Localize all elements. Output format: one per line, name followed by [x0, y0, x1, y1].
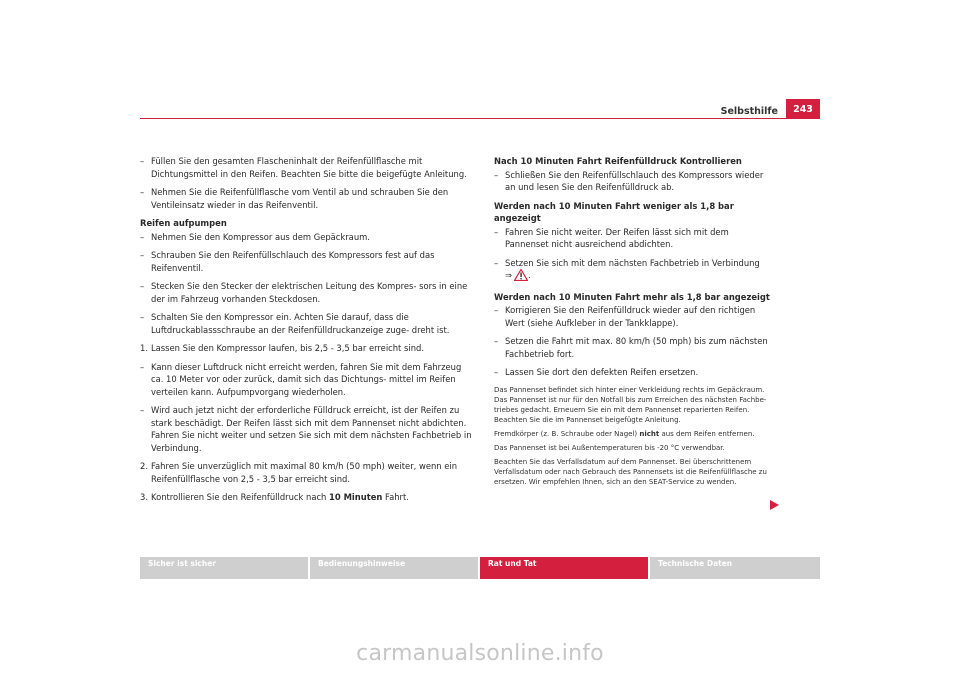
list-marker: – — [494, 226, 499, 237]
list-item-text: Fahren Sie nicht weiter. Der Reifen lässt sich mit dem Pannenset nicht ausreichend abdichten. — [505, 226, 729, 249]
list-marker: – — [494, 257, 499, 268]
list-item — [494, 366, 774, 379]
list-marker: – — [140, 250, 145, 260]
list-item — [494, 257, 774, 285]
list-marker: – — [140, 281, 145, 291]
header-rule — [140, 118, 820, 119]
tab-rat-und-tat[interactable]: Rat und Tat — [480, 557, 648, 579]
section-heading-mehr-als: Werden nach 10 Minuten Fahrt mehr als 1,8 bar angezeigt — [494, 291, 770, 302]
section-heading-reifen-aufpumpen: Reifen aufpumpen — [140, 218, 227, 228]
list-marker: – — [494, 367, 499, 377]
list-marker: 2. — [140, 461, 148, 471]
list-item-text: Kontrollieren Sie den Reifenfülldruck nach — [151, 492, 330, 502]
note-text: Das Pannenset ist bei Außentemperaturen bis -20 °C verwendbar. — [494, 443, 725, 452]
tab-sicher-ist-sicher[interactable]: Sicher ist sicher — [140, 557, 308, 579]
footer-nav — [140, 557, 820, 579]
page-section-title: Selbsthilfe — [720, 106, 778, 117]
section-heading-kontrolle: Nach 10 Minuten Fahrt Reifenfülldruck Kontrollieren — [494, 156, 742, 166]
list-item — [140, 155, 472, 180]
list-marker: – — [494, 305, 499, 315]
list-item — [140, 280, 472, 305]
list-item-text: Schließen Sie den Reifenfüllschlauch des Kompressors wieder an und lesen Sie den Reifenfülldruck ab. — [505, 169, 764, 192]
right-column — [494, 155, 774, 491]
note-text: Das Pannenset befindet sich hinter einer Verkleidung rechts im Gepäckraum. Das Pannenset ist nur für den Notfall bis zum Erreichen des nächsten Fachbe- triebes gedacht. Erneuern Sie ein mit dem Pannenset reparierten Reifen. Beachten Sie die im Pannenset beigefügte Anleitung. — [494, 385, 767, 424]
list-item-text: Lassen Sie dort den defekten Reifen ersetzen. — [505, 367, 699, 377]
list-item-text: Lassen Sie den Kompressor laufen, bis 2,5 - 3,5 bar erreicht sind. — [151, 343, 424, 353]
list-item-text: Schrauben Sie den Reifenfüllschlauch des Kompressors fest auf das Reifenventil. — [151, 250, 435, 273]
list-item — [140, 249, 472, 274]
section-heading-weniger-als: Werden nach 10 Minuten Fahrt weniger als 1,8 bar angezeigt — [494, 200, 734, 223]
list-item-text: Fahren Sie unverzüglich mit maximal 80 km/h (50 mph) weiter, wenn ein Reifenfüllflasche von 2,5 - 3,5 bar erreicht sind. — [151, 461, 458, 484]
list-item-text: Wird auch jetzt nicht der erforderliche Fülldruck erreicht, ist der Reifen zu stark beschädigt. Der Reifen lässt sich mit dem Pannenset nicht abdichten. Fahren Sie nicht weiter und setzen Sie sich mit dem nächsten Fachbetrieb in Verbindung. — [151, 405, 472, 453]
emphasis-text: nicht — [639, 429, 660, 438]
note-text-start: Fremdkörper (z. B. Schraube oder Nagel) — [494, 429, 640, 438]
emphasis-text: 10 Minuten — [329, 492, 383, 502]
list-marker: – — [140, 405, 145, 415]
tab-technische-daten[interactable]: Technische Daten — [650, 557, 820, 579]
list-item-text: Setzen die Fahrt mit max. 80 km/h (50 mph) bis zum nächsten Fachbetrieb fort. — [505, 336, 768, 359]
list-item — [494, 226, 774, 251]
note-text — [494, 429, 774, 439]
list-marker: – — [140, 231, 145, 242]
tab-bedienungshinweise[interactable]: Bedienungshinweise — [310, 557, 478, 579]
continue-arrow-icon — [770, 495, 779, 514]
numbered-step-1 — [140, 342, 472, 355]
numbered-step-3 — [140, 491, 472, 504]
warning-triangle-icon — [514, 269, 528, 285]
list-item — [494, 335, 774, 360]
note-text: Beachten Sie das Verfallsdatum auf dem Pannenset. Bei überschrittenem Verfallsdatum oder nach Gebrauch des Pannensets ist die Reifenfüllflasche zu ersetzen. Wir empfehlen Ihnen, sich an den SEAT-Service zu wenden. — [494, 457, 767, 486]
list-item — [140, 404, 472, 454]
list-item — [140, 311, 472, 336]
list-marker: 3. — [140, 492, 148, 502]
list-item — [140, 231, 472, 244]
list-item — [140, 361, 472, 399]
list-item — [140, 186, 472, 211]
cross-reference-arrow: ⇒ — [505, 270, 513, 280]
list-item-text: Korrigieren Sie den Reifenfülldruck wieder auf den richtigen Wert (siehe Aufkleber in der Tankklappe). — [505, 305, 756, 328]
list-item-text: Nehmen Sie die Reifenfüllflasche vom Ventil ab und schrauben Sie den Ventileinsatz wieder in das Reifenventil. — [151, 187, 449, 210]
watermark-text: carmanualsonline.info — [356, 641, 604, 666]
list-item-text: Setzen Sie sich mit dem nächsten Fachbetrieb in Verbindung — [505, 257, 760, 268]
list-marker: 1. — [140, 343, 148, 353]
note-text-end: aus dem Reifen entfernen. — [659, 429, 755, 438]
list-item-text: Schalten Sie den Kompressor ein. Achten Sie darauf, dass die Luftdruckablassschraube an der Reifenfülldruckanzeige zuge- dreht ist. — [151, 312, 450, 335]
list-item — [494, 304, 774, 329]
list-item — [494, 169, 774, 194]
list-item-text: Kann dieser Luftdruck nicht erreicht werden, fahren Sie mit dem Fahrzeug ca. 10 Meter vor oder zurück, damit sich das Dichtungs- mittel im Reifen verteilen kann. Aufpumpvorgang wiederholen. — [151, 361, 462, 397]
notes-block — [494, 385, 774, 487]
page-number-badge: 243 — [786, 99, 820, 119]
list-item-text-end: Fahrt. — [382, 492, 409, 502]
list-item-text: Stecken Sie den Stecker der elektrischen Leitung des Kompres- sors in eine der im Fahrzeug vorhanden Steckdosen. — [151, 281, 468, 304]
list-marker: – — [140, 156, 145, 166]
list-marker: – — [140, 312, 145, 322]
numbered-step-2 — [140, 460, 472, 485]
list-item-text-end: . — [528, 270, 531, 280]
list-item-text: Nehmen Sie den Kompressor aus dem Gepäckraum. — [151, 231, 370, 242]
list-marker: – — [494, 169, 499, 180]
list-marker: – — [494, 336, 499, 346]
left-column — [140, 155, 472, 510]
list-marker: – — [140, 361, 145, 372]
list-item-text: Füllen Sie den gesamten Flascheninhalt der Reifenfüllflasche mit Dichtungsmittel in den Reifen. Beachten Sie bitte die beigefügte Anleitung. — [151, 156, 467, 179]
list-marker: – — [140, 187, 145, 197]
